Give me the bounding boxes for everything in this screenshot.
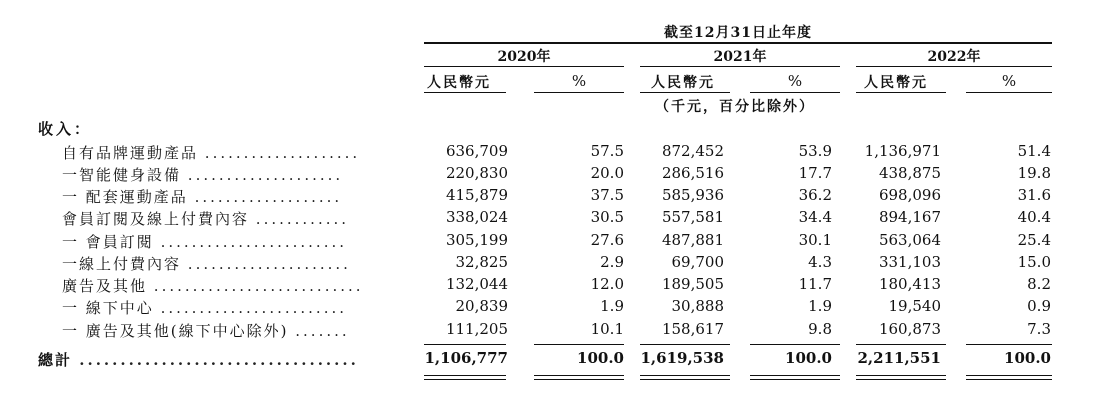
percent-2021: 36.2 xyxy=(798,186,832,204)
value-2022: 894,167 xyxy=(878,208,941,226)
total-double-rule xyxy=(640,375,730,380)
value-2021: 158,617 xyxy=(661,320,724,338)
percent-2020: 2.9 xyxy=(600,253,624,271)
rule-cur-2020 xyxy=(424,92,506,93)
row-label: 廣告及其他 ........................... xyxy=(62,277,364,295)
section-title: 收入： xyxy=(38,120,93,138)
value-2022: 698,096 xyxy=(878,186,941,204)
percent-2021: 9.8 xyxy=(808,320,832,338)
percent-2022: 15.0 xyxy=(1017,253,1051,271)
total-double-rule xyxy=(856,375,946,380)
value-2022: 563,064 xyxy=(878,231,941,249)
total-value-2020: 1,106,777 xyxy=(424,349,508,367)
rule-cur-2021 xyxy=(640,92,730,93)
period-heading: 截至12月31日止年度 xyxy=(664,25,812,41)
table-row xyxy=(0,275,1115,296)
subtotal-rule xyxy=(640,344,730,345)
value-2022: 438,875 xyxy=(878,164,941,182)
value-2022: 1,136,971 xyxy=(864,142,941,160)
total-percent-2020: 100.0 xyxy=(577,349,624,367)
percent-2022: 19.8 xyxy=(1017,164,1051,182)
value-2021: 189,505 xyxy=(661,275,724,293)
value-2020: 132,044 xyxy=(445,275,508,293)
row-label: 一 線下中心 ........................ xyxy=(62,299,347,317)
total-label: 總計 .................................. xyxy=(38,351,359,369)
rule-pct-2021 xyxy=(750,92,840,93)
percent-header-2021: % xyxy=(787,72,803,90)
value-2022: 160,873 xyxy=(878,320,941,338)
percent-2020: 12.0 xyxy=(590,275,624,293)
total-double-rule xyxy=(424,375,506,380)
value-2020: 338,024 xyxy=(445,208,508,226)
subtotal-rule xyxy=(966,344,1052,345)
value-2020: 305,199 xyxy=(445,231,508,249)
year-2020-rule xyxy=(424,66,624,67)
row-label: 一 配套運動產品 ................... xyxy=(62,188,343,206)
subtotal-rule xyxy=(424,344,506,345)
percent-2021: 17.7 xyxy=(798,164,832,182)
year-2020-heading: 2020年 xyxy=(497,49,551,65)
percent-2022: 31.6 xyxy=(1017,186,1051,204)
value-2020: 415,879 xyxy=(445,186,508,204)
percent-2022: 0.9 xyxy=(1027,297,1051,315)
currency-header-2020: 人民幣元 xyxy=(427,75,491,91)
percent-2020: 20.0 xyxy=(590,164,624,182)
total-double-rule xyxy=(750,375,840,380)
value-2022: 19,540 xyxy=(888,297,941,315)
value-2020: 636,709 xyxy=(445,142,508,160)
subtotal-rule xyxy=(534,344,624,345)
year-2022-heading: 2022年 xyxy=(927,49,981,65)
total-percent-2021: 100.0 xyxy=(785,349,832,367)
header-top-rule xyxy=(424,42,1052,44)
table-row xyxy=(0,253,1115,274)
value-2021: 487,881 xyxy=(661,231,724,249)
value-2022: 180,413 xyxy=(878,275,941,293)
table-row xyxy=(0,186,1115,207)
total-row xyxy=(0,349,1115,370)
year-2021-rule xyxy=(640,66,840,67)
total-value-2021: 1,619,538 xyxy=(640,349,724,367)
percent-2022: 40.4 xyxy=(1017,208,1051,226)
table-row xyxy=(0,164,1115,185)
subtotal-rule xyxy=(750,344,840,345)
total-value-2022: 2,211,551 xyxy=(857,349,941,367)
rule-pct-2020 xyxy=(534,92,624,93)
row-label: 一智能健身設備 .................... xyxy=(62,166,344,184)
rule-pct-2022 xyxy=(966,92,1052,93)
percent-2021: 11.7 xyxy=(798,275,832,293)
currency-header-2021: 人民幣元 xyxy=(651,75,715,91)
row-label: 一 廣告及其他(線下中心除外) ....... xyxy=(62,322,350,340)
year-2022-rule xyxy=(856,66,1052,67)
rule-cur-2022 xyxy=(856,92,946,93)
unit-note: （千元，百分比除外） xyxy=(655,99,815,115)
percent-2021: 4.3 xyxy=(808,253,832,271)
row-label: 一 會員訂閱 ........................ xyxy=(62,233,347,251)
percent-2020: 37.5 xyxy=(590,186,624,204)
year-2021-heading: 2021年 xyxy=(713,49,767,65)
percent-2022: 8.2 xyxy=(1027,275,1051,293)
value-2021: 585,936 xyxy=(661,186,724,204)
value-2021: 872,452 xyxy=(661,142,724,160)
percent-2021: 53.9 xyxy=(798,142,832,160)
percent-2020: 57.5 xyxy=(590,142,624,160)
percent-2021: 1.9 xyxy=(808,297,832,315)
percent-2021: 30.1 xyxy=(798,231,832,249)
table-row xyxy=(0,142,1115,163)
value-2020: 220,830 xyxy=(445,164,508,182)
percent-2021: 34.4 xyxy=(798,208,832,226)
subtotal-rule xyxy=(856,344,946,345)
percent-2020: 27.6 xyxy=(590,231,624,249)
value-2021: 557,581 xyxy=(661,208,724,226)
value-2020: 20,839 xyxy=(455,297,508,315)
percent-2020: 10.1 xyxy=(590,320,624,338)
row-label: 一線上付費內容 ..................... xyxy=(62,255,351,273)
row-label: 自有品牌運動產品 .................... xyxy=(62,144,361,162)
value-2021: 286,516 xyxy=(661,164,724,182)
table-row xyxy=(0,297,1115,318)
value-2021: 30,888 xyxy=(671,297,724,315)
percent-2022: 25.4 xyxy=(1017,231,1051,249)
percent-2022: 51.4 xyxy=(1017,142,1051,160)
total-percent-2022: 100.0 xyxy=(1004,349,1051,367)
value-2022: 331,103 xyxy=(878,253,941,271)
percent-2022: 7.3 xyxy=(1027,320,1051,338)
currency-header-2022: 人民幣元 xyxy=(864,75,928,91)
table-row xyxy=(0,208,1115,229)
percent-header-2020: % xyxy=(571,72,587,90)
value-2021: 69,700 xyxy=(671,253,724,271)
percent-header-2022: % xyxy=(1001,72,1017,90)
total-double-rule xyxy=(534,375,624,380)
percent-2020: 1.9 xyxy=(600,297,624,315)
table-row xyxy=(0,231,1115,252)
row-label: 會員訂閱及線上付費內容 ............ xyxy=(62,210,350,228)
percent-2020: 30.5 xyxy=(590,208,624,226)
value-2020: 111,205 xyxy=(445,320,508,338)
total-double-rule xyxy=(966,375,1052,380)
value-2020: 32,825 xyxy=(455,253,508,271)
table-row xyxy=(0,320,1115,341)
